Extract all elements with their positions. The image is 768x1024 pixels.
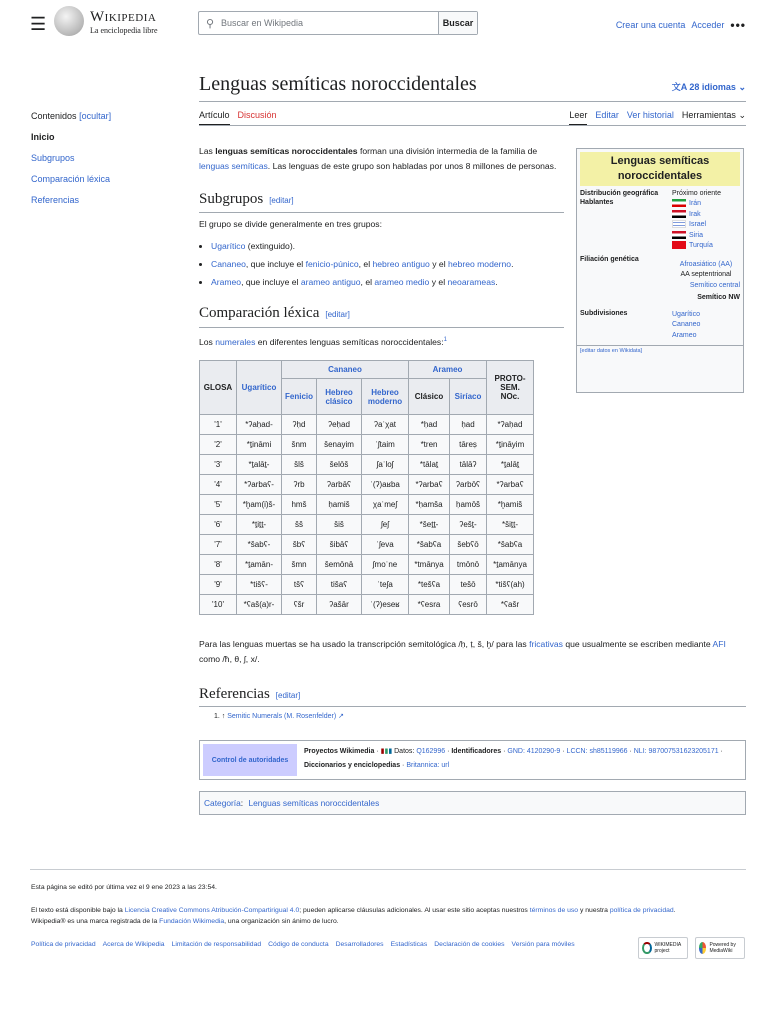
- translate-icon: 文A: [671, 82, 687, 92]
- infobox-title: Lenguas semíticas noroccidentales: [580, 152, 740, 186]
- table-cell: *ḫamiš: [487, 495, 534, 515]
- table-cell: *ʕašr: [487, 595, 534, 615]
- col-header-fenicio[interactable]: Fenicio: [282, 379, 317, 415]
- table-cell: ʔaˈχat: [362, 415, 409, 435]
- reference-item: [214, 712, 344, 720]
- country-israel: [672, 220, 740, 231]
- table-cell: šš: [282, 515, 317, 535]
- list-text: , el: [360, 277, 373, 287]
- nli-link[interactable]: NLI: 987007531623205171: [633, 748, 719, 755]
- table-cell: ʔešṯ-: [450, 515, 487, 535]
- table-cell: ˈteʃa: [362, 575, 409, 595]
- toc-item-inicio[interactable]: Inicio: [31, 132, 55, 142]
- table-row: [200, 535, 534, 555]
- col-header-cananeo[interactable]: Cananeo: [282, 361, 409, 379]
- external-link-icon: ↗: [338, 713, 344, 720]
- privacy-policy-link[interactable]: política de privacidad: [609, 907, 674, 914]
- edit-wikidata-link[interactable]: [editar datos en Wikidata]: [580, 348, 643, 354]
- table-cell: ʔeḥad: [317, 415, 362, 435]
- wikimedia-foundation-link[interactable]: Fundación Wikimedia: [159, 918, 225, 925]
- intro-bold: lenguas semíticas noroccidentales: [215, 146, 358, 156]
- view-tabs: [569, 110, 746, 126]
- terms-link[interactable]: términos de uso: [529, 907, 579, 914]
- lexical-comparison-table: [199, 360, 534, 615]
- country-link[interactable]: Turquía: [689, 242, 713, 249]
- table-cell: ʃaˈloʃ: [362, 455, 409, 475]
- table-row: [200, 595, 534, 615]
- col-header-proto: PROTO-SEM. NOc.: [487, 361, 534, 415]
- gnd-link[interactable]: GND: 4120290-9: [507, 748, 561, 755]
- create-account-link[interactable]: Crear una cuenta: [615, 20, 686, 30]
- infobox-label: Hablantes: [580, 199, 614, 206]
- table-cell: *tren: [409, 435, 450, 455]
- note-text: como /ħ, θ, ʃ, x/.: [199, 654, 260, 664]
- table-cell: *šiṯṯ-: [487, 515, 534, 535]
- table-cell: *ṯalāṯ: [487, 455, 534, 475]
- table-cell: ʕesrō: [450, 595, 487, 615]
- table-cell: ʔarbōʕ: [450, 475, 487, 495]
- infobox-value: [672, 256, 740, 304]
- list-text: , que incluye el: [241, 277, 299, 287]
- authority-control-box: [199, 740, 746, 780]
- table-cell: *ṯamān-: [237, 555, 282, 575]
- tab-leer[interactable]: Leer: [569, 110, 587, 126]
- table-cell: hmš: [282, 495, 317, 515]
- table-cell: tmōnō: [450, 555, 487, 575]
- tab-ver-historial[interactable]: Ver historial: [626, 110, 674, 120]
- footer-divider: [30, 869, 746, 870]
- subgrupos-lead: El grupo se divide generalmente en tres grupos:: [199, 219, 382, 229]
- trademark-text: , una organización sin ánimo de lucro.: [224, 918, 339, 925]
- table-cell: '10': [200, 595, 237, 615]
- intro-paragraph: [199, 144, 564, 174]
- tab-herramientas[interactable]: [682, 110, 746, 126]
- col-header-arameo[interactable]: Arameo: [409, 361, 487, 379]
- edit-section-link[interactable]: [editar]: [269, 196, 294, 205]
- footer-links: [31, 939, 575, 950]
- cananeo-link[interactable]: Cananeo: [672, 321, 701, 328]
- list-text: , que incluye el: [245, 259, 304, 269]
- table-cell: *ʔarbaʕ: [487, 475, 534, 495]
- tab-editar[interactable]: Editar: [595, 110, 619, 120]
- hebreo-antiguo-link[interactable]: hebreo antiguo: [372, 259, 430, 269]
- table-row: [200, 575, 534, 595]
- page-title: Lenguas semíticas noroccidentales: [199, 73, 477, 95]
- table-cell: *ʕaš(a)r-: [237, 595, 282, 615]
- country-link[interactable]: Siria: [689, 231, 704, 239]
- table-row: [200, 455, 534, 475]
- lccn-link[interactable]: LCCN: sh85119966: [566, 748, 628, 755]
- category-box: Categoría: Lenguas semíticas noroccidentales: [199, 791, 746, 815]
- col-header-siriaco[interactable]: Siríaco: [450, 379, 487, 415]
- table-cell: tālāʔ: [450, 455, 487, 475]
- infobox-row-filiacion: [577, 256, 743, 304]
- infobox-value: [672, 310, 740, 342]
- table-cell: '2': [200, 435, 237, 455]
- heading-rule: [199, 327, 564, 328]
- infobox-row-subdivisiones: [577, 310, 743, 342]
- license-text-part: El texto está disponible bajo la: [31, 907, 123, 914]
- infobox-label: Filiación genética: [580, 255, 639, 263]
- table-cell: šibāʕ: [317, 535, 362, 555]
- footer-link-privacidad[interactable]: Política de privacidad: [31, 941, 96, 948]
- table-cell: *ḥad: [409, 415, 450, 435]
- table-cell: ˈʃtaim: [362, 435, 409, 455]
- infobox: [576, 148, 744, 393]
- col-header-hebreo-moderno[interactable]: Hebreo moderno: [362, 379, 409, 415]
- table-row: [200, 475, 534, 495]
- note-text: Para las lenguas muertas se ha usado la transcripción semitológica /ḥ, ṭ, š, ḫ/ para las: [199, 639, 527, 649]
- table-cell: ʔrb: [282, 475, 317, 495]
- main-menu-icon[interactable]: ☰: [30, 14, 47, 34]
- authority-control-label[interactable]: Control de autoridades: [203, 744, 297, 776]
- wikipedia-tagline: La enciclopedia libre: [90, 26, 158, 35]
- search-box: [198, 11, 478, 35]
- country-irak: [672, 210, 740, 221]
- country-link[interactable]: Irak: [689, 210, 701, 218]
- table-cell: '5': [200, 495, 237, 515]
- table-cell: ˈʃeva: [362, 535, 409, 555]
- table-cell: ʔarbāʕ: [317, 475, 362, 495]
- table-cell: *tišʕ-: [237, 575, 282, 595]
- table-cell: šiš: [317, 515, 362, 535]
- afroasiatico-link[interactable]: Afroasiático (AA): [679, 260, 733, 268]
- table-cell: *tišʕ(ah): [487, 575, 534, 595]
- table-cell: ʔḥd: [282, 415, 317, 435]
- arameo-link[interactable]: Arameo: [672, 331, 697, 339]
- hebreo-moderno-link[interactable]: hebreo moderno: [448, 259, 512, 269]
- table-cell: '8': [200, 555, 237, 575]
- wikipedia-wordmark[interactable]: Wikipedia: [90, 9, 157, 25]
- note-text: que usualmente se escriben mediante: [565, 639, 711, 649]
- infobox-label: Subdivisiones: [580, 309, 628, 317]
- subgroup-list: [199, 237, 569, 291]
- afi-link[interactable]: AFI: [712, 639, 726, 649]
- infobox-row-distribucion: [577, 190, 743, 197]
- ugaritico-link[interactable]: Ugarítico: [211, 241, 246, 251]
- infobox-value: [672, 199, 740, 252]
- last-edited-text: Esta página se editó por última vez el 9 ene 2023 a las 23:54.: [31, 884, 217, 891]
- table-cell: *tmānya: [409, 555, 450, 575]
- list-text: y el: [431, 277, 446, 287]
- wikimedia-logo-icon: [642, 942, 652, 954]
- intro-text: Las: [199, 146, 213, 156]
- badge-text: Powered by MediaWiki: [709, 942, 736, 954]
- search-button[interactable]: Buscar: [438, 12, 477, 34]
- col-header-hebreo-clasico[interactable]: Hebreo clásico: [317, 379, 362, 415]
- datos-label: Datos:: [394, 748, 415, 755]
- lead-text: Los: [199, 336, 213, 347]
- table-cell: '1': [200, 415, 237, 435]
- semitico-central-link[interactable]: Semítico central: [689, 281, 740, 289]
- section-heading-comparacion: [199, 305, 350, 322]
- aa-septentrional-text: AA septentrional: [680, 271, 732, 278]
- table-cell: ˈ(ʔ)aʁba: [362, 475, 409, 495]
- col-header-ugaritico[interactable]: Ugarítico: [237, 361, 282, 415]
- table-cell: tešō: [450, 575, 487, 595]
- user-links: [616, 18, 746, 32]
- section-heading-referencias: [199, 686, 300, 703]
- table-cell: *tešʕa: [409, 575, 450, 595]
- table-cell: *ʔaḥad: [487, 415, 534, 435]
- toc-hide-link[interactable]: [ocultar]: [79, 111, 112, 121]
- table-of-contents: [31, 106, 111, 211]
- table-cell: ḥamōš: [450, 495, 487, 515]
- table-cell: ʕšr: [282, 595, 317, 615]
- table-cell: *šabʕa: [409, 535, 450, 555]
- table-cell: *ṯināyim: [487, 435, 534, 455]
- title-divider: [199, 101, 746, 102]
- intro-text: . Las lenguas de este grupo son habladas por unos 8 millones de personas.: [267, 161, 557, 171]
- wikidata-icon: ▮: [380, 748, 385, 755]
- edit-section-link[interactable]: [editar]: [275, 691, 301, 700]
- flag-syria-icon: [672, 231, 686, 239]
- wikimedia-projects-label: Proyectos Wikimedia: [304, 748, 375, 755]
- flag-turkey-icon: [672, 241, 686, 249]
- table-cell: *ḫam(i)š-: [237, 495, 282, 515]
- table-cell: *tālaṯ: [409, 455, 450, 475]
- table-cell: ʃmoˈne: [362, 555, 409, 575]
- table-cell: *ṯiṯṯ-: [237, 515, 282, 535]
- table-cell: *ʔaḥad-: [237, 415, 282, 435]
- language-selector[interactable]: [672, 80, 746, 93]
- neoarameas-link[interactable]: neoarameas: [447, 277, 496, 287]
- tools-label: Herramientas: [681, 110, 736, 120]
- wikidata-icon: ▮: [388, 748, 393, 755]
- license-text-part: y nuestra: [579, 907, 608, 914]
- footer-link-estadisticas[interactable]: Estadísticas: [390, 941, 428, 948]
- table-cell: *ʔarbaʕ: [409, 475, 450, 495]
- table-cell: šbʕ: [282, 535, 317, 555]
- numerales-link[interactable]: numerales: [215, 336, 256, 347]
- wikimedia-project-badge[interactable]: [638, 937, 688, 959]
- country-link[interactable]: Irán: [689, 200, 702, 207]
- table-cell: ḥad: [450, 415, 487, 435]
- table-cell: šelōš: [317, 455, 362, 475]
- table-cell: ʃeʃ: [362, 515, 409, 535]
- badge-text: WIKIMEDIA project: [654, 942, 681, 954]
- flag-iraq-icon: [672, 210, 686, 218]
- table-row: [200, 515, 534, 535]
- language-count: 28 idiomas: [689, 82, 736, 92]
- heading-text: Referencias: [199, 686, 270, 702]
- semitic-languages-link[interactable]: lenguas semíticas: [199, 161, 268, 171]
- country-siria: [672, 231, 740, 242]
- table-cell: *ḥamša: [409, 495, 450, 515]
- footer-link-moviles[interactable]: Versión para móviles: [511, 941, 575, 948]
- table-row: [200, 555, 534, 575]
- search-icon: ⚲: [205, 17, 215, 30]
- infobox-value: Próximo oriente: [672, 190, 722, 197]
- mediawiki-logo-icon: [699, 942, 706, 954]
- license-text-part: ; pueden aplicarse cláusulas adicionales. Al usar este sitio aceptas nuestros: [299, 907, 528, 914]
- table-row: [200, 435, 534, 455]
- table-cell: *ʔarbaʕ-: [237, 475, 282, 495]
- table-cell: *ṯalāṯ-: [237, 455, 282, 475]
- toc-item-referencias[interactable]: Referencias: [31, 195, 80, 205]
- table-cell: tišaʕ: [317, 575, 362, 595]
- list-text: .: [495, 277, 498, 287]
- table-cell: *ṯināmi: [237, 435, 282, 455]
- authority-control-body: Proyectos Wikimedia · ▮▮▮ Datos: Q162996 · Identificadores · GND: 4120290-9 · LCCN: sh85119966 · NLI: 987007531623205171 · Diccionarios y enciclopedias · Britannica: url: [304, 748, 723, 769]
- list-item: [211, 237, 569, 255]
- table-cell: ḥamiš: [317, 495, 362, 515]
- list-item: [211, 255, 569, 273]
- tabs-divider: [199, 125, 746, 126]
- table-cell: ˈ(ʔ)eseʁ: [362, 595, 409, 615]
- login-link[interactable]: Acceder: [691, 20, 725, 30]
- table-cell: šmn: [282, 555, 317, 575]
- arameo-antiguo-link[interactable]: arameo antiguo: [300, 277, 361, 287]
- table-cell: '3': [200, 455, 237, 475]
- flag-iran-icon: [672, 199, 686, 207]
- tab-articulo[interactable]: Artículo: [199, 110, 230, 126]
- fenicio-link[interactable]: fenicio-púnico: [305, 259, 359, 269]
- table-cell: *šabʕ-: [237, 535, 282, 555]
- arameo-link[interactable]: Arameo: [211, 277, 242, 287]
- chevron-down-icon: ⌄: [738, 82, 746, 92]
- col-header-glosa: GLOSA: [200, 361, 237, 415]
- category-link[interactable]: Lenguas semíticas noroccidentales: [248, 798, 380, 808]
- table-cell: tāreṣ: [450, 435, 487, 455]
- trademark-text: Wikipedia® es una marca registrada de la: [31, 918, 158, 925]
- table-cell: šemōnā: [317, 555, 362, 575]
- heading-text: Subgrupos: [199, 191, 264, 207]
- table-cell: '4': [200, 475, 237, 495]
- ugaritico-link[interactable]: Ugarítico: [672, 310, 701, 318]
- toc-item-subgrupos[interactable]: Subgrupos: [31, 153, 75, 163]
- table-cell: *ṯamānya: [487, 555, 534, 575]
- table-cell: *šeṯṯ-: [409, 515, 450, 535]
- table-cell: χaˈmeʃ: [362, 495, 409, 515]
- semitico-nw-text: Semítico NW: [697, 294, 740, 301]
- license-text-part: .: [673, 907, 676, 914]
- toc-heading: Contenidos: [31, 111, 77, 121]
- footer-link-conducta[interactable]: Código de conducta: [268, 941, 329, 948]
- col-header-clasico: Clásico: [409, 379, 450, 415]
- category-label-link[interactable]: Categoría: [204, 798, 241, 808]
- flag-israel-icon: [672, 220, 686, 228]
- table-cell: tšʕ: [282, 575, 317, 595]
- wikidata-q-link[interactable]: Q162996: [416, 748, 446, 755]
- section-heading-subgrupos: [199, 191, 294, 208]
- reference-1-link[interactable]: 1: [443, 337, 447, 343]
- edit-section-link[interactable]: [editar]: [325, 310, 350, 319]
- country-turquia: [672, 241, 740, 252]
- reference-number: 1. ↑: [214, 713, 226, 720]
- dictionaries-label: Diccionarios y enciclopedias: [304, 762, 401, 769]
- more-options-icon[interactable]: •••: [730, 18, 746, 32]
- list-text: (extinguido).: [247, 241, 296, 251]
- infobox-label: Distribución geográfica: [580, 190, 659, 197]
- wikidata-icon: ▮: [384, 748, 389, 755]
- cananeo-link[interactable]: Cananeo: [211, 259, 246, 269]
- arameo-medio-link[interactable]: arameo medio: [374, 277, 430, 287]
- wikipedia-globe-logo[interactable]: [54, 6, 84, 36]
- tab-discusion[interactable]: Discusión: [237, 110, 277, 120]
- table-row: [200, 495, 534, 515]
- table-cell: '9': [200, 575, 237, 595]
- toc-item-comparacion[interactable]: Comparación léxica: [31, 174, 111, 184]
- infobox-row-hablantes: [577, 199, 743, 252]
- identifiers-label: Identificadores: [451, 748, 502, 755]
- semitic-numerals-link[interactable]: Semitic Numerals (M. Rosenfelder): [227, 713, 337, 720]
- footer-link-cookies[interactable]: Declaración de cookies: [434, 941, 505, 948]
- fricativas-link[interactable]: fricativas: [529, 639, 563, 649]
- heading-text: Comparación léxica: [199, 305, 320, 321]
- table-cell: '6': [200, 515, 237, 535]
- namespace-tabs: [199, 110, 277, 126]
- footer-link-acerca[interactable]: Acerca de Wikipedia: [102, 941, 165, 948]
- britannica-link[interactable]: Britannica: url: [406, 762, 450, 769]
- infobox-footer: [577, 345, 743, 356]
- chevron-down-icon: ⌄: [738, 110, 746, 120]
- table-cell: šebʕō: [450, 535, 487, 555]
- table-cell: šlš: [282, 455, 317, 475]
- list-item: [211, 273, 569, 291]
- footer-link-limitacion[interactable]: Limitación de responsabilidad: [171, 941, 262, 948]
- search-input[interactable]: [221, 12, 438, 34]
- license-text: [31, 905, 747, 927]
- footer-link-desarrolladores[interactable]: Desarrolladores: [335, 941, 384, 948]
- table-cell: '7': [200, 535, 237, 555]
- mediawiki-badge[interactable]: [695, 937, 745, 959]
- comparacion-lead: [199, 333, 447, 350]
- intro-text: forman una división intermedia de la familia de: [359, 146, 538, 156]
- list-text: .: [511, 259, 514, 269]
- table-cell: *ʕesra: [409, 595, 450, 615]
- country-iran: [672, 199, 740, 210]
- lead-text: en diferentes lenguas semíticas noroccidentales:: [257, 336, 444, 347]
- list-text: , el: [358, 259, 371, 269]
- table-cell: šenayim: [317, 435, 362, 455]
- table-cell: šnm: [282, 435, 317, 455]
- license-link[interactable]: Licencia Creative Commons Atribución-Compartirigual 4.0: [124, 907, 300, 914]
- table-cell: ʔašār: [317, 595, 362, 615]
- table-cell: *šabʕa: [487, 535, 534, 555]
- transcription-note: [199, 637, 746, 667]
- heading-rule: [199, 706, 746, 707]
- country-link[interactable]: Israel: [689, 221, 707, 228]
- table-row: [200, 415, 534, 435]
- heading-rule: [199, 212, 564, 213]
- list-text: y el: [432, 259, 446, 269]
